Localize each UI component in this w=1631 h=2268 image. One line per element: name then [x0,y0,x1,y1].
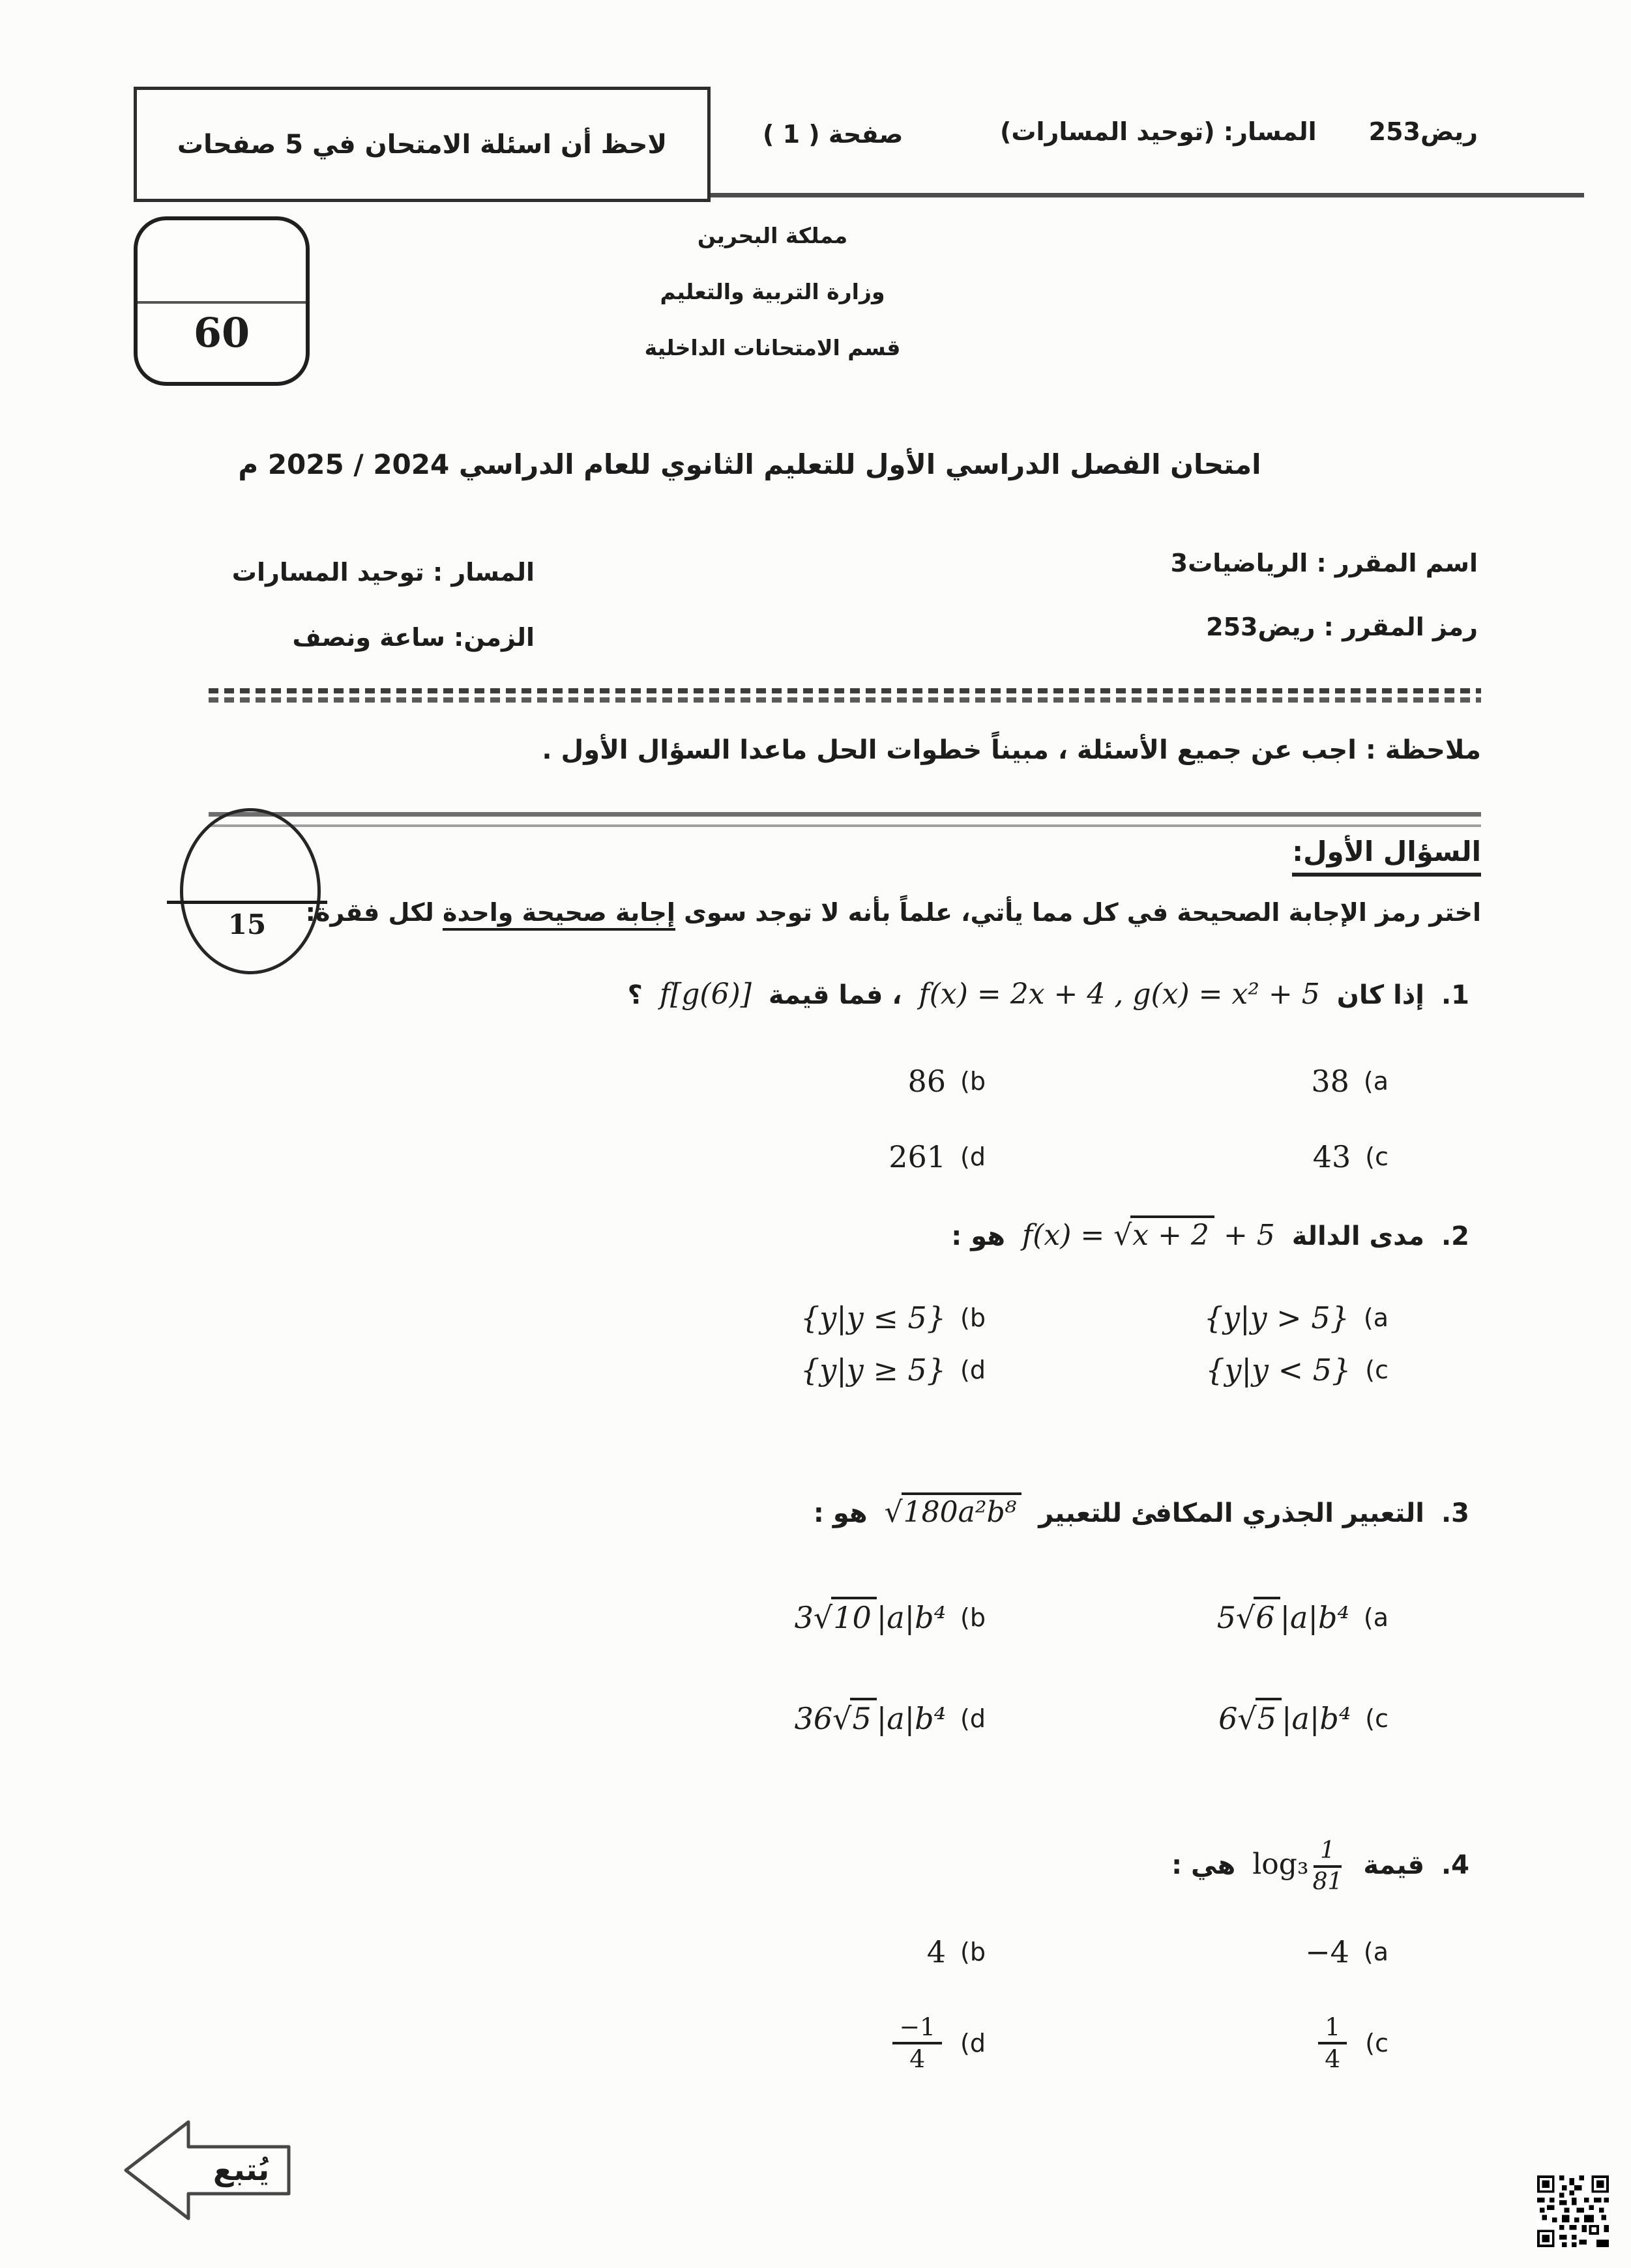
question-2 [943,1219,1469,1252]
grade-box [134,216,310,386]
instruction-underlined: إجابة صحيحة واحدة [443,898,675,931]
q2-option-c: {y|y < 5} (c [1205,1352,1389,1388]
q3-lead: التعبير الجذري المكافئ للتعبير [1038,1498,1425,1528]
notice-box: لاحظ أن اسئلة الامتحان في 5 صفحات [134,87,711,202]
q2-option-a: {y|y > 5} (a [1203,1300,1389,1335]
q1-option-d: 261 (d [889,1139,986,1174]
radical-sign: √ [884,1496,903,1529]
q1-math2: f[g(6)] [659,978,752,1011]
q1-tail: ؟ [627,980,643,1010]
radical-sign: √ [832,1701,852,1736]
q4-option-a: −4 (a [1305,1934,1389,1970]
marks-value: 15 [228,909,267,940]
grade-box-divider [138,301,306,304]
course-track: المسار : توحيد المسارات [231,558,535,587]
q4-c-value [1314,2014,1351,2073]
q2-tail: هو : [951,1221,1005,1251]
org-country: مملكة البحرين [697,223,848,248]
q2-number: 2. [1441,1221,1469,1251]
q4-lead: قيمة [1363,1850,1425,1881]
track-label: المسار: (توحيد المسارات) [999,117,1317,146]
fraction: $\frac{1}{81}$ [1312,1837,1343,1895]
radical-sign: √ [1113,1219,1132,1252]
q3-tail: هو : [813,1498,868,1528]
q4-d-value [889,2014,946,2073]
org-ministry: وزارة التربية والتعليم [660,279,885,304]
q2-lead: مدى الدالة [1291,1221,1425,1251]
q2-option-d: {y|y ≥ 5} (d [800,1352,986,1388]
dashed-separator [209,688,1481,705]
exam-title: امتحان الفصل الدراسي الأول للتعليم الثانوي للعام الدراسي 2024 / 2025 م [238,448,1261,480]
fraction: $\frac{1}{4}$ [1318,2014,1347,2073]
qr-code [1537,2175,1609,2247]
course-code-line: رمز المقرر : ريض253 [1206,613,1478,641]
course-code: ريض253 [1368,117,1478,146]
instruction-part2: لكل فقرة: [305,898,443,927]
instruction-line [306,898,1481,927]
q4-tail: هي : [1171,1850,1236,1881]
radical-sign: √ [813,1600,833,1635]
radical-sign: √ [1237,1701,1257,1736]
q2-option-b: {y|y ≤ 5} (b [800,1300,986,1335]
q4-math: log₃ $\frac{1}{81}$ [1252,1837,1343,1895]
q1-math: f(x) = 2x + 4 , g(x) = x² + 5 [918,978,1320,1011]
q3-math: √180a²b⁸ [885,1496,1022,1529]
course-name: اسم المقرر : الرياضيات3 [1170,549,1478,577]
page-number-label: صفحة ( 1 ) [763,120,904,149]
radical-sign: √ [1235,1600,1256,1635]
course-info-right [1171,549,1478,676]
q3-d-value: 36√5 |a|b⁴ [795,1701,946,1736]
question-3 [806,1496,1469,1529]
q3-a-value: 5√6 |a|b⁴ [1217,1600,1349,1635]
exam-note: ملاحظة : اجب عن جميع الأسئلة ، مبيناً خطوات الحل ماعدا السؤال الأول . [542,735,1481,765]
question-1 [620,978,1469,1011]
q2-math: f(x) = √x + 2 + 5 [1022,1219,1275,1252]
q3-option-c: 6√5 |a|b⁴ (c [1218,1701,1389,1736]
q1-mid: ، فما قيمة [768,980,902,1010]
q4-option-d: $\frac{-1}{4}$ (d [889,2014,986,2073]
q3-c-value: 6√5 |a|b⁴ [1218,1701,1351,1736]
q1-option-c: 43 (c [1312,1139,1389,1174]
q1-option-a: 38 (a [1311,1064,1389,1099]
marks-circle-line [167,901,327,904]
double-line-separator [209,812,1481,827]
q4-option-c: $\frac{1}{4}$ (c [1314,2014,1389,2073]
q4-number: 4. [1441,1850,1469,1881]
q3-option-b: 3√10 |a|b⁴ (b [795,1600,986,1635]
q3-b-value: 3√10 |a|b⁴ [795,1600,946,1635]
org-block [538,223,1007,391]
q3-option-d: 36√5 |a|b⁴ (d [795,1701,986,1736]
question-4 [1164,1838,1469,1895]
q3-option-a: 5√6 |a|b⁴ (a [1217,1600,1389,1635]
course-info-left [231,558,535,688]
q1-option-b: 86 (b [907,1064,986,1099]
marks-circle [180,808,321,974]
grade-total: 60 [193,309,250,357]
header-course-line [1000,117,1478,146]
fraction: $\frac{-1}{4}$ [892,2014,942,2073]
course-time: الزمن: ساعة ونصف [292,623,535,652]
org-department: قسم الامتحانات الداخلية [644,335,901,360]
q1-lead: إذا كان [1336,980,1425,1010]
section-heading: السؤال الأول: [1292,836,1481,877]
q3-number: 3. [1441,1498,1469,1528]
continue-label: يُتبع [213,2152,270,2187]
q4-option-b: 4 (b [926,1934,986,1970]
instruction-part1: اختر رمز الإجابة الصحيحة في كل مما يأتي، علماً بأنه لا توجد سوى [675,898,1481,927]
q1-number: 1. [1441,980,1469,1010]
